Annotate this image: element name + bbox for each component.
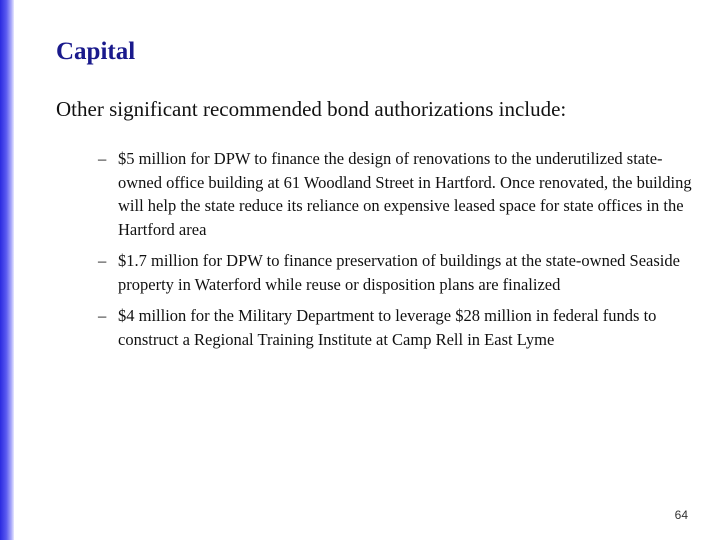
slide-title: Capital (56, 38, 136, 65)
bullet-text: $1.7 million for DPW to finance preservation of buildings at the state-owned Seaside property in Waterford while reuse or disposition plans are finalized (118, 251, 680, 294)
dash-bullet-icon: – (98, 306, 107, 325)
intro-text: Other significant recommended bond authorizations include: (56, 97, 567, 121)
bullet-item-woodland-street (98, 147, 698, 241)
page-number: 64 (674, 508, 688, 522)
bullet-list (98, 147, 698, 359)
side-accent-bar (0, 0, 14, 540)
dash-bullet-icon: – (98, 251, 107, 270)
bullet-text: $5 million for DPW to finance the design of renovations to the underutilized state-owned office building at 61 Woodland Street in Hartford. Once renovated, the building will help the state reduce its reliance on expensive leased space for state offices in the Hartford area (118, 149, 692, 239)
dash-bullet-icon: – (98, 149, 107, 168)
bullet-item-seaside-property (98, 249, 698, 296)
bullet-text: $4 million for the Military Department to leverage $28 million in federal funds to construct a Regional Training Institute at Camp Rell in East Lyme (118, 306, 657, 349)
bullet-item-military-department (98, 304, 698, 351)
